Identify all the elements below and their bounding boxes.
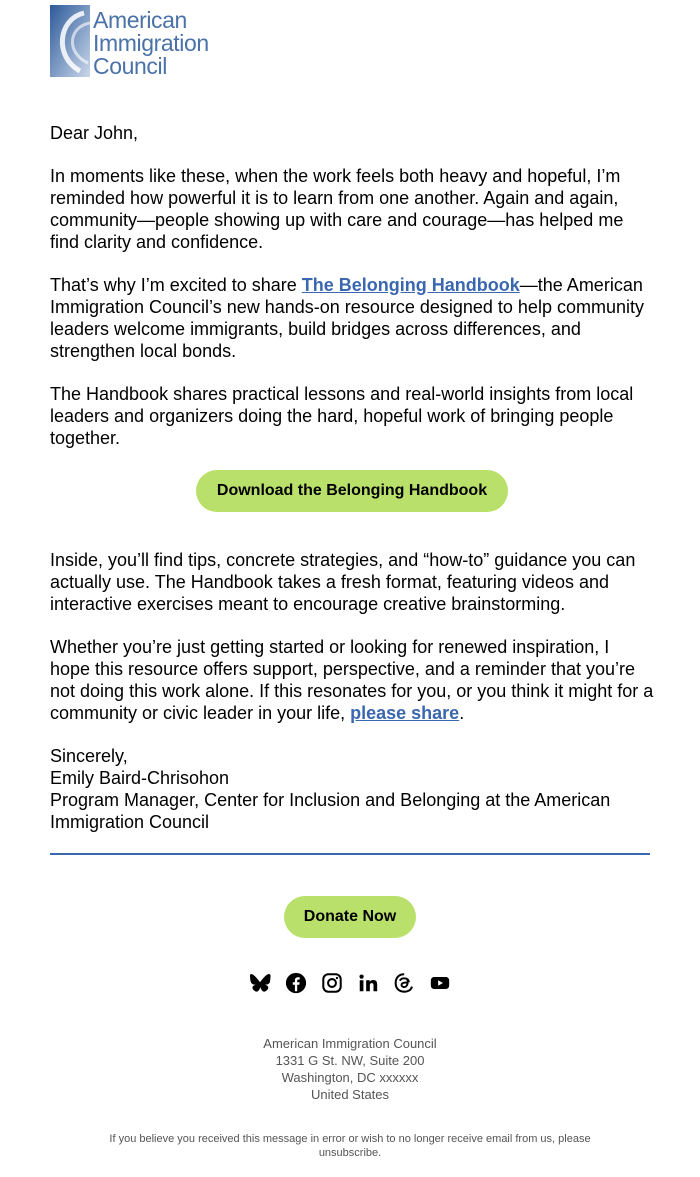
footer-country: United States — [310, 1087, 390, 1102]
logo-wordmark — [93, 9, 209, 78]
cta-row — [50, 470, 654, 512]
paragraph-5-post: . — [459, 703, 465, 723]
paragraph-5 — [50, 636, 654, 724]
divider — [50, 853, 650, 855]
bluesky-icon[interactable] — [249, 972, 271, 994]
threads-icon[interactable] — [393, 972, 415, 994]
download-handbook-button[interactable]: Download the Belonging Handbook — [196, 470, 508, 512]
footer-address — [0, 1035, 700, 1103]
handbook-link[interactable]: The Belonging Handbook — [301, 275, 520, 295]
letter-body — [50, 122, 654, 833]
footer-city: Washington, DC xxxxxx — [281, 1070, 419, 1085]
donate-row — [0, 896, 700, 938]
paragraph-3: The Handbook shares practical lessons and real-world insights from local leaders and organizers doing the hard, hopeful work of bringing people together. — [50, 384, 634, 448]
unsubscribe-note: If you believe you received this message in error or wish to no longer receive email from us, please unsubscribe. — [109, 1133, 591, 1159]
signoff: Sincerely, — [50, 746, 128, 766]
paragraph-4: Inside, you’ll find tips, concrete strategies, and “how-to” guidance you can actually use. The Handbook takes a fresh format, featuring videos and interactive exercises meant to encourage creative brainstorming. — [50, 550, 636, 614]
logo-line-2: Immigration — [93, 30, 209, 56]
paragraph-5-pre: Whether you’re just getting started or looking for renewed inspiration, I hope this resource offers support, perspective, and a reminder that you’re not doing this work alone. If this resonates for you, or you think it might for a community or civic leader in your life, — [50, 637, 654, 723]
footer-org: American Immigration Council — [263, 1036, 437, 1051]
paragraph-2-post: —the American Immigration Council’s new hands-on resource designed to help community leaders welcome immigrants, build bridges across differences, and strengthen local bonds. — [50, 275, 644, 361]
please-share-link[interactable]: please share — [350, 703, 460, 723]
logo-line-1: American — [93, 7, 187, 33]
signer-name: Emily Baird-Chrisohon — [50, 768, 230, 788]
paragraph-2-pre: That’s why I’m excited to share — [50, 275, 302, 295]
footer-street: 1331 G St. NW, Suite 200 — [275, 1053, 425, 1068]
instagram-icon[interactable] — [321, 972, 343, 994]
donate-button[interactable]: Donate Now — [284, 896, 416, 938]
signature — [50, 745, 654, 833]
facebook-icon[interactable] — [285, 972, 307, 994]
youtube-icon[interactable] — [429, 972, 451, 994]
brand-logo[interactable] — [50, 5, 210, 79]
greeting: Dear John, — [50, 123, 139, 143]
social-links — [0, 972, 700, 994]
logo-mark-icon — [50, 5, 90, 77]
signer-title: Program Manager, Center for Inclusion and Belonging at the American Immigration Council — [50, 790, 611, 832]
paragraph-2 — [50, 274, 654, 362]
linkedin-icon[interactable] — [357, 972, 379, 994]
paragraph-1: In moments like these, when the work feels both heavy and hopeful, I’m reminded how powerful it is to learn from one another. Again and again, community—people showing up with care and courage—has helped me find clarity and confidence. — [50, 166, 624, 252]
logo-line-3: Council — [93, 53, 167, 79]
